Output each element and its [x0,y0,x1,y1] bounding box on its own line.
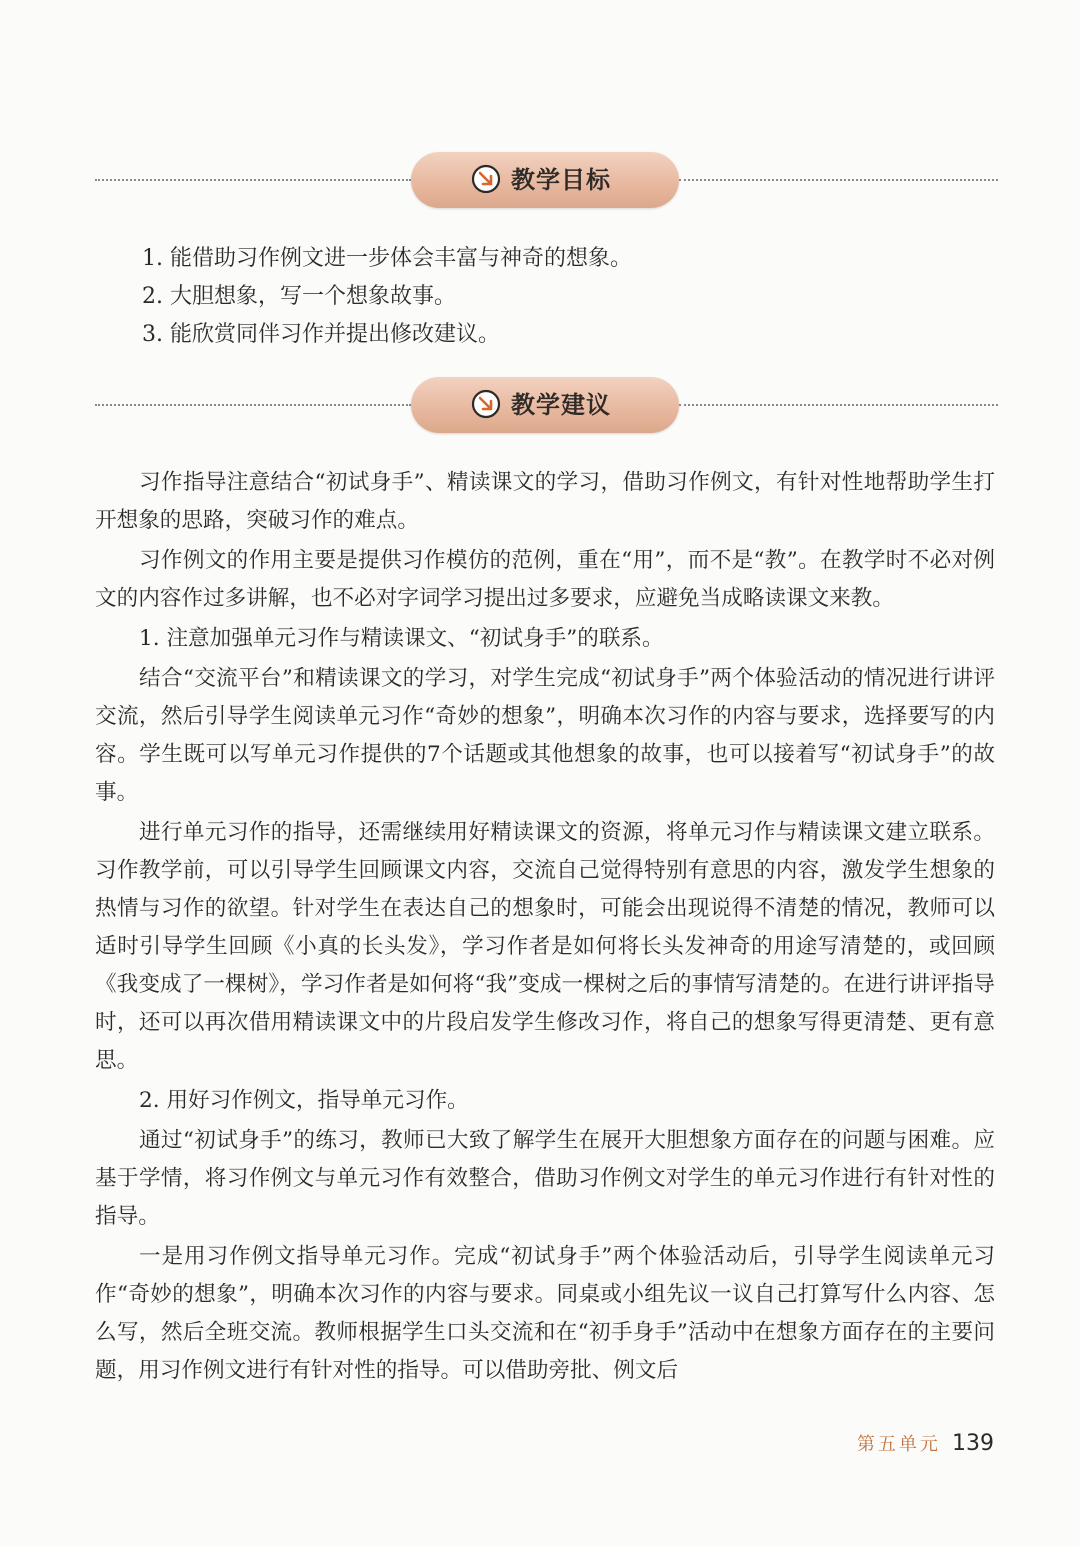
body-text [95,464,995,1392]
section-header-goals [95,152,998,208]
divider-dots-left [95,404,411,406]
header-pill [411,152,679,208]
page-number: 139 [952,1430,994,1456]
paragraph-subheading: 2. 用好习作例文，指导单元习作。 [139,1088,469,1113]
paragraph: 一是用习作例文指导单元习作。完成“初试身手”两个体验活动后，引导学生阅读单元习作“奇妙的想象”，明确本次习作的内容与要求。同桌或小组先议一议自己打算写什么内容、怎么写，然后全班交流。教师根据学生口头交流和在“初手身手”活动中在想象方面存在的主要问题，用习作例文进行有针对性的指导。可以借助旁批、例文后 [95,1244,995,1383]
goal-item: 1. 能借助习作例文进一步体会丰富与神奇的想象。 [142,246,632,271]
goal-item: 3. 能欣赏同伴习作并提出修改建议。 [142,322,500,347]
goals-list [142,240,942,354]
paragraph: 习作例文的作用主要是提供习作模仿的范例，重在“用”，而不是“教”。在教学时不必对例文的内容作过多讲解，也不必对字词学习提出过多要求，应避免当成略读课文来教。 [95,548,995,611]
unit-label: 第五单元 [856,1434,941,1455]
divider-dots-left [95,179,411,181]
arrow-down-right-circle-icon [471,389,501,419]
section-title: 教学目标 [511,166,611,194]
paragraph: 进行单元习作的指导，还需继续用好精读课文的资源，将单元习作与精读课文建立联系。习作教学前，可以引导学生回顾课文内容，交流自己觉得特别有意思的内容，激发学生想象的热情与习作的欲望。针对学生在表达自己的想象时，可能会出现说得不清楚的情况，教师可以适时引导学生回顾《小真的长头发》，学习作者是如何将长头发神奇的用途写清楚的，或回顾《我变成了一棵树》，学习作者是如何将“我”变成一棵树之后的事情写清楚的。在进行讲评指导时，还可以再次借用精读课文中的片段启发学生修改习作，将自己的想象写得更清楚、更有意思。 [95,820,995,1073]
section-header-suggestions [95,377,998,433]
paragraph: 通过“初试身手”的练习，教师已大致了解学生在展开大胆想象方面存在的问题与困难。应基于学情，将习作例文与单元习作有效整合，借助习作例文对学生的单元习作进行有针对性的指导。 [95,1128,995,1229]
divider-dots-right [679,404,998,406]
paragraph: 结合“交流平台”和精读课文的学习，对学生完成“初试身手”两个体验活动的情况进行讲评交流，然后引导学生阅读单元习作“奇妙的想象”，明确本次习作的内容与要求，选择要写的内容。学生既可以写单元习作提供的7个话题或其他想象的故事，也可以接着写“初试身手”的故事。 [95,666,995,805]
divider-dots-right [679,179,998,181]
section-title: 教学建议 [511,391,611,419]
header-pill [411,377,679,433]
paragraph: 习作指导注意结合“初试身手”、精读课文的学习，借助习作例文，有针对性地帮助学生打开想象的思路，突破习作的难点。 [95,470,995,533]
goal-item: 2. 大胆想象，写一个想象故事。 [142,284,456,309]
arrow-down-right-circle-icon [471,164,501,194]
page-footer [857,1430,994,1470]
paragraph-subheading: 1. 注意加强单元习作与精读课文、“初试身手”的联系。 [139,626,664,651]
